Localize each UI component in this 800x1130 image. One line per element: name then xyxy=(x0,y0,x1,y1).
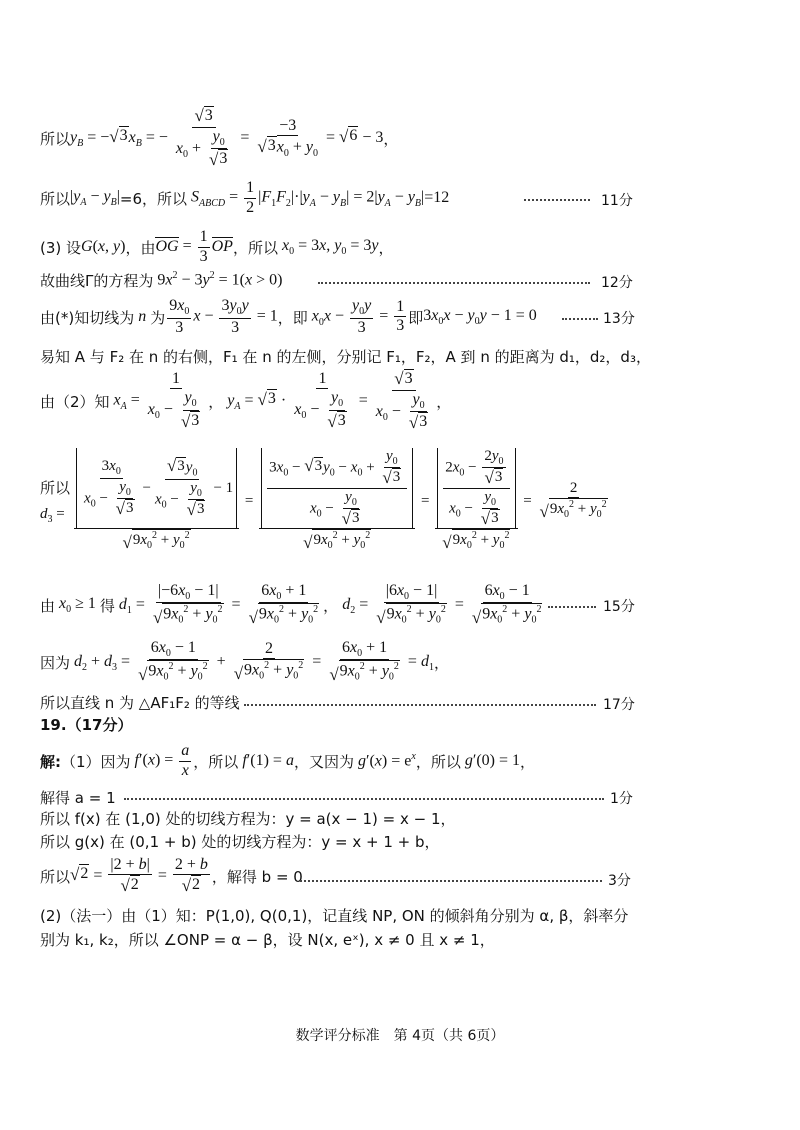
line-12-text-d: ，所以 xyxy=(415,752,461,771)
line-2-dots xyxy=(524,199,590,201)
line-4-dots xyxy=(318,282,590,284)
line-5-text-b: ，即 xyxy=(277,308,308,327)
line-2-prefix: 所以 xyxy=(40,189,71,208)
line-1-math: $y_B$ = − √ 3 $x_B$ = − √ 3 $x_0$ + $y_0$ √ 3 = −3 √ 3 $x_0 + y_0$ = √ 6 − 3 xyxy=(70,106,384,169)
line-4-text: 故曲线Γ的方程为 xyxy=(40,271,154,290)
line-8-eq-1: = xyxy=(241,492,258,509)
line-5-n: n xyxy=(138,308,147,325)
line-9-math-b: $d_2$ = $|6x_0 - 1|$ √ $9x_0^2 + y_0^2$ = $6x_0 - 1$ √ $9x_0^2 + y_0^2$ xyxy=(342,581,542,627)
line-11-dots xyxy=(244,704,596,706)
line-9-text-b: ， xyxy=(323,596,339,615)
line-3-math-a: G(x, y) xyxy=(81,238,126,255)
line-10-math: $d_2 + d_3$ = $6x_0 - 1$ √ $9x_0^2 + y_0^2$ + 2 √ $9x_0^2 + y_0^2$ = $6x_0 + 1$ √ $9x_0^2 + y_0^2$ = $d_1$ xyxy=(74,638,434,684)
line-9 xyxy=(40,576,546,634)
line-13-score: 1分 xyxy=(610,791,633,807)
line-12-text-c: ，又因为 xyxy=(293,752,354,771)
line-5-math-c: $3x_0x - y_0y - 1 = 0$ xyxy=(423,306,537,328)
line-12-end: ， xyxy=(520,752,536,771)
line-8-frac-4: 2 √ $9x_0^2 + y_0^2$ xyxy=(539,479,607,521)
line-7-prefix: 由（2）知 xyxy=(40,392,110,411)
line-13: 解得 a = 1 xyxy=(40,788,116,807)
line-14: 所以 f(x) 在 (1,0) 处的切线方程为：y = a(x − 1) = x − 1， xyxy=(40,809,456,828)
line-7-math-b: $y_A$ = √ 3 · 1 $x_0$ − $y_0$ √ 3 = √ 3 $x_0$ − $y_0$ √ 3 xyxy=(227,369,428,432)
line-5-text-c: 即 xyxy=(408,308,424,327)
line-1 xyxy=(40,108,398,168)
line-7-comma: ， xyxy=(208,392,224,411)
line-3-prefix: (3) 设 xyxy=(40,238,82,257)
line-2 xyxy=(40,180,449,216)
line-13-dots xyxy=(124,798,604,800)
line-8-label: 所以 xyxy=(40,479,71,497)
line-5-dots xyxy=(562,318,598,320)
line-4-score: 12分 xyxy=(601,275,633,291)
line-16 xyxy=(40,852,303,900)
line-12-text-b: ，所以 xyxy=(193,752,239,771)
line-8-eq-2: = xyxy=(417,492,434,509)
line-3-text-c: ，所以 xyxy=(232,238,278,257)
line-2-eq12: =12 xyxy=(424,189,450,206)
line-8-frac-3: $2x_0$ − $2y_0$ √ 3 $x_0$ − $y_0$ √ 3 √ $9x_0^2 + y_0^2$ xyxy=(435,448,517,553)
line-11-score: 17分 xyxy=(603,697,635,713)
line-3-text-b: ，由 xyxy=(125,238,156,257)
line-9-score: 15分 xyxy=(603,599,635,615)
line-17: (2)（法一）由（1）知：P(1,0), Q(0,1)，记直线 NP, ON 的倾斜角分别为 α, β，斜率分 xyxy=(40,906,629,925)
line-3-text-d: ， xyxy=(378,238,394,257)
line-2-math-a: $|y_A - y_B|$ xyxy=(70,187,120,209)
line-9-cond: $x_0 \ge 1$ xyxy=(59,594,100,616)
line-12-math-c: $g'(x) = e^x$ xyxy=(357,751,416,770)
line-8-frac-1: $3x_0$ $x_0$ − $y_0$ √ 3 − √ 3 $y_0$ $x_0$ − $y_0$ √ 3 − 1 √ $9x_0^2 + y_0^2$ xyxy=(74,448,239,553)
line-16-score: 3分 xyxy=(608,873,631,889)
line-10-end: ， xyxy=(433,653,449,672)
line-4-math: $9x^2 - 3y^2 = 1(x > 0)$ xyxy=(153,270,283,289)
line-16-math: √ 2 = |2 + b| √ 2 = 2 + b √ 2 xyxy=(70,855,208,895)
line-1-prefix: 所以 xyxy=(40,129,71,148)
line-5-math-a: $\frac{9x_0}{3}$ x − $\frac{3y_0y}{3}$ = 1 xyxy=(169,296,278,336)
line-9-math-a: $d_1$ = $|-6x_0 - 1|$ √ $9x_0^2 + y_0^2$ = $6x_0 + 1$ √ $9x_0^2 + y_0^2$ xyxy=(118,581,319,627)
line-11: 所以直线 n 为 △AF₁F₂ 的等线 xyxy=(40,693,240,712)
line-9-mid: 得 xyxy=(99,596,115,615)
line-10-prefix: 因为 xyxy=(40,653,71,672)
line-2-score: 11分 xyxy=(601,193,633,209)
line-9-prefix: 由 xyxy=(40,596,56,615)
line-5-score: 13分 xyxy=(603,311,635,327)
line-5 xyxy=(40,294,537,340)
line-5-mid: 为 xyxy=(150,308,166,327)
line-16-text-b: ，解得 b = 0 xyxy=(211,867,303,886)
line-7 xyxy=(40,368,451,434)
line-16-dots xyxy=(300,880,602,882)
page-footer: 数学评分标准 第 4页（共 6页） xyxy=(295,1028,505,1044)
line-2-eq6: =6，所以 xyxy=(119,189,188,208)
line-15: 所以 g(x) 在 (0,1 + b) 处的切线方程为：y = x + 1 + b， xyxy=(40,832,440,851)
line-12-math-b: f′(1) = a xyxy=(242,752,294,769)
line-12-math-a: f′(x) = $\frac{a}{x}$ xyxy=(134,742,190,779)
line-2-math-b: $S_{ABCD}$ = $\frac{1}{2}$ $|F_1F_2|\cdot|y_A - y_B| = 2|y_A - y_B|$ xyxy=(191,179,425,216)
line-4 xyxy=(40,268,282,292)
line-12-prefix: 解: xyxy=(40,752,61,771)
line-8-eq-3: = xyxy=(519,492,536,509)
line-7-math-a: $x_A$ = 1 $x_0$ − $y_0$ √ 3 xyxy=(113,369,200,431)
line-5-math-b: $x_0x$ − $\frac{y_0y}{3}$ = $\frac{1}{3}$ xyxy=(311,296,405,336)
line-9-dots xyxy=(548,606,596,608)
question-19-title: 19.（17分） xyxy=(40,715,133,734)
line-16-prefix: 所以 xyxy=(40,867,71,886)
line-3 xyxy=(40,228,393,266)
line-7-end: ， xyxy=(436,392,452,411)
line-8-frac-2: $3x_0$ − √ 3 $y_0 - x_0$ + $y_0$ √ 3 $x_0$ − $y_0$ √ 3 √ $9x_0^2 + y_0^2$ xyxy=(259,448,415,553)
line-8-d3: $d_3$ = xyxy=(40,506,65,525)
line-3-math-b: OG = $\frac{1}{3}$ OP xyxy=(155,228,233,265)
line-12 xyxy=(40,738,535,784)
line-1-comma: ， xyxy=(383,129,399,148)
line-18: 别为 k₁, k₂，所以 ∠ONP = α − β，设 N(x, eˣ), x ≠ 0 且 x ≠ 1， xyxy=(40,930,495,949)
line-10 xyxy=(40,634,449,690)
line-6: 易知 A 与 F₂ 在 n 的右侧，F₁ 在 n 的左侧，分别记 F₁，F₂，A 到 n 的距离为 d₁，d₂，d₃， xyxy=(40,347,651,366)
line-12-math-d: g′(0) = 1 xyxy=(464,752,521,769)
line-3-math-c: $x_0 = 3x$, $y_0 = 3y$ xyxy=(281,236,379,258)
line-12-text-a: （1）因为 xyxy=(61,752,131,771)
line-5-prefix: 由(*)知切线为 xyxy=(40,308,135,327)
line-8 xyxy=(40,438,612,564)
